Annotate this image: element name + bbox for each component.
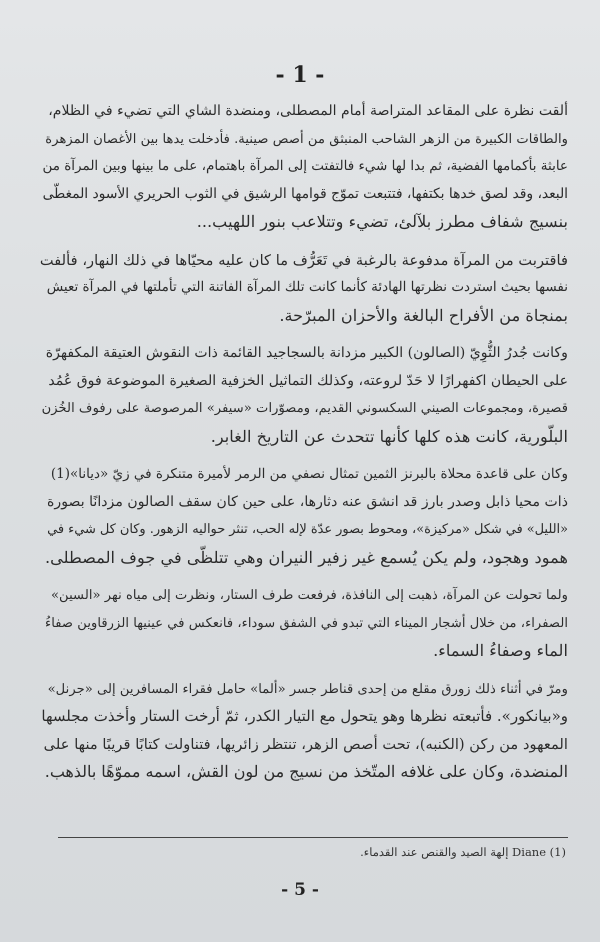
body-text <box>40 98 568 797</box>
text-line: وكانت جُدرُ الثُّوِيّ (الصالون) الكبير مزدانة بالسجاجيد القائمة ذات النقوش العتيقة المكفهرّة <box>45 345 568 361</box>
text-line: الصفراء، من خلال أشجار الميناء التي تبدو في الشفق سوداء، فانعكس في عينيها الزرقاوين صفاءُ <box>45 615 568 631</box>
page-number: - 5 - <box>281 880 319 900</box>
text-line: نفسها بحيث استردت نظرتها الهادئة كأنما كانت تلك المرآة الفاتنة التي تأملتها في المرآة تعيش <box>46 279 568 295</box>
text-line: ولما تحولت عن المرآة، ذهبت إلى النافذة، فرفعت طرف الستار، ونظرت إلى مياه نهر «السين» <box>50 588 568 603</box>
text-line: المعهود من ركن (الكنبه)، تحت أصص الزهر، تنتظر زائريها، فتناولت كتابًا قريبًا منها على <box>43 735 568 753</box>
text-line: وكان على قاعدة محلاة بالبرنز الثمين تمثال نصفي من الرمر لأميرة متنكرة في زيّ «ديانا»(1) <box>50 466 568 482</box>
text-line: عابثة بأكمامها الفضية، ثم بدا لها شيء فالتفتت إلى المرآة باهتمام، على ما بينها وبين المرآة من <box>42 158 568 174</box>
text-line: و«بيانكور». فأتبعته نظرها وهو يتحول مع التيار الكدر، ثمّ أرخت الستار وأخذت مجلسها <box>41 707 568 725</box>
text-line: البعد، وقد لصق خدها بكتفها، فتتبعت تموّج قوامها الرشيق في الثوب الحريري الأسود المغطّى <box>42 185 568 202</box>
text-line: ومرّ في أثناء ذلك زورق مقلع من إحدى قناطر جسر «ألما» حامل فقراء المسافرين إلى «جرنل» <box>47 681 568 697</box>
paragraph-6 <box>40 676 568 786</box>
text-line: قصيرة، ومجموعات الصيني السكسوني القديم، ومصوّرات «سيفر» المرصوصة على رفوف الخُزن <box>41 401 568 416</box>
paragraph-4 <box>40 461 568 571</box>
text-line: الماء وصفاءُ السماء. <box>433 641 568 660</box>
text-line: «الليل» في شكل «مركيزة»، ومحوط بصور عدّة لإله الحب، تنثر حواليه الزهور. وكان كل شيء في <box>47 522 568 537</box>
paragraph-2 <box>40 247 568 330</box>
text-line: بنسيج شفاف مطرز بلآلئ، تضيء وتتلاعب بنور اللهيب... <box>196 212 568 231</box>
text-line: على الحيطان اكفهرارًا لا حَدّ لروعته، وكذلك التماثيل الخزفية الصغيرة الموضوعة فوق عُمُد <box>48 372 568 389</box>
footnote: (1) Diane إلهة الصيد والقنص عند القدماء. <box>360 845 566 859</box>
paragraph-5 <box>40 582 568 665</box>
text-line: ذات محيا ذابل وصدر بارز قد انشق عنه دثارها، على حين كان سقف الصالون مزدانًا بصورة <box>47 493 568 510</box>
text-line: المنضدة، وكان على غلافه المتّخذ من نسيج من لون القش، اسمه مموّهًا بالذهب. <box>44 762 568 781</box>
text-line: والطاقات الكبيرة من الزهر الشاحب المنبثق من أصص صينية. فأدخلت يدها بين الأغصان المزهرة <box>45 131 568 147</box>
chapter-number: - 1 - <box>275 62 325 88</box>
text-line: ألقت نظرة على المقاعد المتراصة أمام المصطلى، ومنضدة الشاي التي تضيء في الظلام، <box>48 103 568 119</box>
paragraph-1 <box>40 98 568 236</box>
text-line: البلّورية، كانت هذه كلها كأنها تتحدث عن التاريخ الغابر. <box>210 426 568 446</box>
paragraph-3 <box>40 340 568 450</box>
text-line: همود وهجود، ولم يكن يُسمع غير زفير النيران وهي تتلظّى في جوف المصطلى. <box>44 547 568 567</box>
footnote-separator <box>58 837 568 838</box>
text-line: بمنجاة من الأفراح البالغة والأحزان المبرّحة. <box>279 305 568 325</box>
text-line: فاقتربت من المرآة مدفوعة بالرغبة في تَعَرُّف ما كان عليه محيّاها في ذلك النهار، فألفت <box>40 251 568 269</box>
